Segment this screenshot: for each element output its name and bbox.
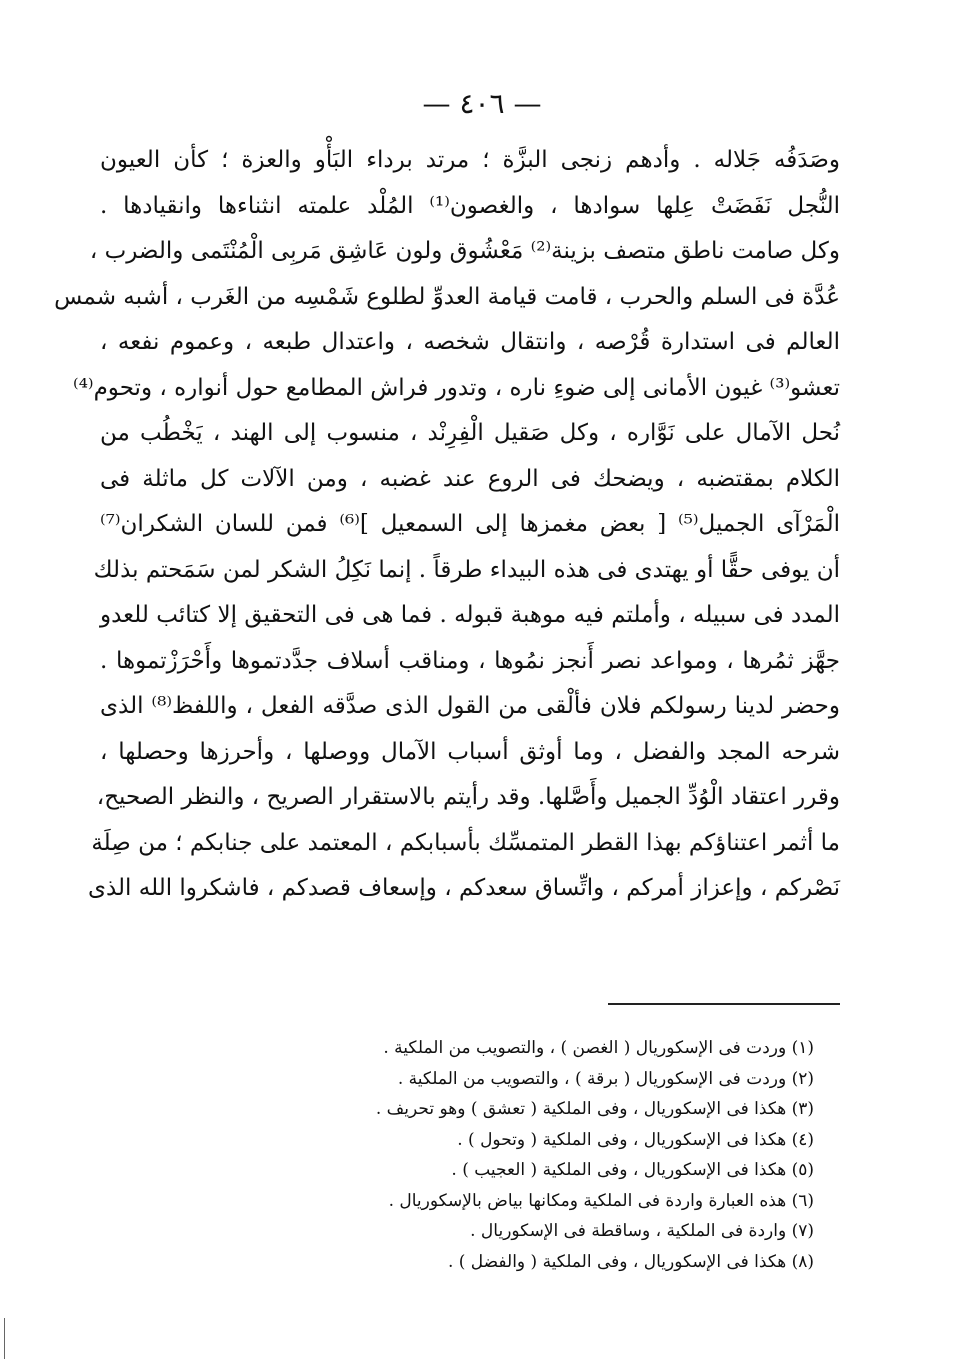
body-line: العالم فى استدارة قُرْصه ، وانتقال شخصه ، واعتدال طبعه ، وعموم نفعه ، (100, 329, 840, 355)
footnote: (٤) هكذا فى الإسكوريال ، وفى الملكية ( وتحول ) . (457, 1129, 814, 1150)
body-line: النُّجل نَفَضَتْ عِلها سوادها ، والغصون⁽¹⁾ المُلْد علمته انثناءها وانقيادها . (100, 192, 840, 219)
footnote-separator (608, 1003, 840, 1005)
body-line: شرحه المجد والفضل ، وما أوثق أسباب الآمال ووصلها ، وأحرزها وحصلها ، (100, 738, 840, 765)
body-line: الْمَرْآى الجميل⁽⁵⁾ [ بعض مغمزها إلى السمعيل ]⁽⁶⁾ فمن للسان الشكران⁽⁷⁾ (100, 511, 840, 537)
body-line: عُدَّة فى السلم والحرب ، قامت قيامة العدوِّ لطلوع شَمْسِه من الغَرب ، أشبه شمس (54, 283, 840, 310)
body-line: وكل صامت ناطق متصف بزينة⁽²⁾ مَعْشُوق ولون عَاشِق مَربِى الْمُنْتَمى والضرب ، (89, 238, 840, 264)
body-line: جهَّز ثمُرها ، ومواعد نصر أَنجز نمُوها ، ومناقب أسلاف جدَّدتموها وأَحْرَزْتموها . (100, 647, 840, 674)
page-number: — ٤٠٦ — (422, 87, 542, 120)
body-line: وحضر لدينا رسولكم فلان فألْقى من القول الذى صدَّقه الفعل ، واللفظ⁽⁸⁾ الذى (100, 693, 841, 719)
footnote: (٢) وردت فى الإسكوريال ( برقة ) ، والتصويب من الملكية . (397, 1068, 814, 1089)
body-line: تعشو⁽³⁾ غيون الأمانى إلى ضوءِ ناره ، وتدور فراش المطامع حول أنواره ، وتحوم⁽⁴⁾ (73, 374, 840, 401)
body-line: أن يوفى حقًّا أو يهتدى فى هذه البيداء طرقاً . إنما نَكِلُ الشكر لمن سَمَحتم بذلك (93, 556, 840, 583)
body-line: وقرر اعتقاد الْوُدِّ الجميل وأَصَّلها. وقد رأيتم بالاستقرار الصريح ، والنظر الصحيح، (96, 784, 840, 810)
body-line: ما أثمر اعتناؤكم بهذا القطر المتمسِّك بأسبابكم ، المعتمد على جنابكم ؛ من صِلَة (91, 829, 840, 856)
body-line: وصَدَفُه جَلاله . وأدهم زنجى البزَّة ؛ مرتد برداء البَأْو والعزة ؛ كأن العيون (100, 147, 840, 173)
footnote: (٣) هكذا فى الإسكوريال ، وفى الملكية ( تعشق ) وهو تحريف . (375, 1099, 814, 1119)
body-line: نَصْركم ، وإعزاز أمركم ، واتِّساق سعدكم ، وإسعاف قصدكم ، فاشكروا الله الذى (87, 875, 840, 901)
scan-edge-mark (4, 1318, 5, 1359)
body-line: المدد فى سبيله ، وأملتم فيه موهبة قبوله . فما هى فى التحقيق إلا كتائب للعدو (100, 602, 840, 628)
body-line: نُحل الآمال على نَوَّاره ، وكل صَقيل الْفِرِنْد ، منسوب إلى الهند ، يَخْطُب من (100, 420, 840, 446)
body-text (54, 138, 841, 912)
body-line: الكلام بمقتضبه ، ويضحك فى الروع عند غضبه ، ومن الآلات كل ماثلة فى (100, 465, 840, 492)
footnote: (٥) هكذا فى الإسكوريال ، وفى الملكية ( العجيب ) . (451, 1160, 814, 1180)
footnote: (١) وردت فى الإسكوريال ( الغصن ) ، والتصويب من الملكية . (383, 1038, 814, 1058)
footnote: (٧) واردة فى الملكية ، وساقطة فى الإسكوريال . (470, 1221, 814, 1241)
footnote: (٦) هذه العبارة واردة فى الملكية ومكانها بياض بالإسكوريال . (388, 1190, 814, 1211)
footnote: (٨) هكذا فى الإسكوريال ، وفى الملكية ( والفضل ) . (447, 1251, 814, 1272)
footnotes (254, 1033, 814, 1277)
